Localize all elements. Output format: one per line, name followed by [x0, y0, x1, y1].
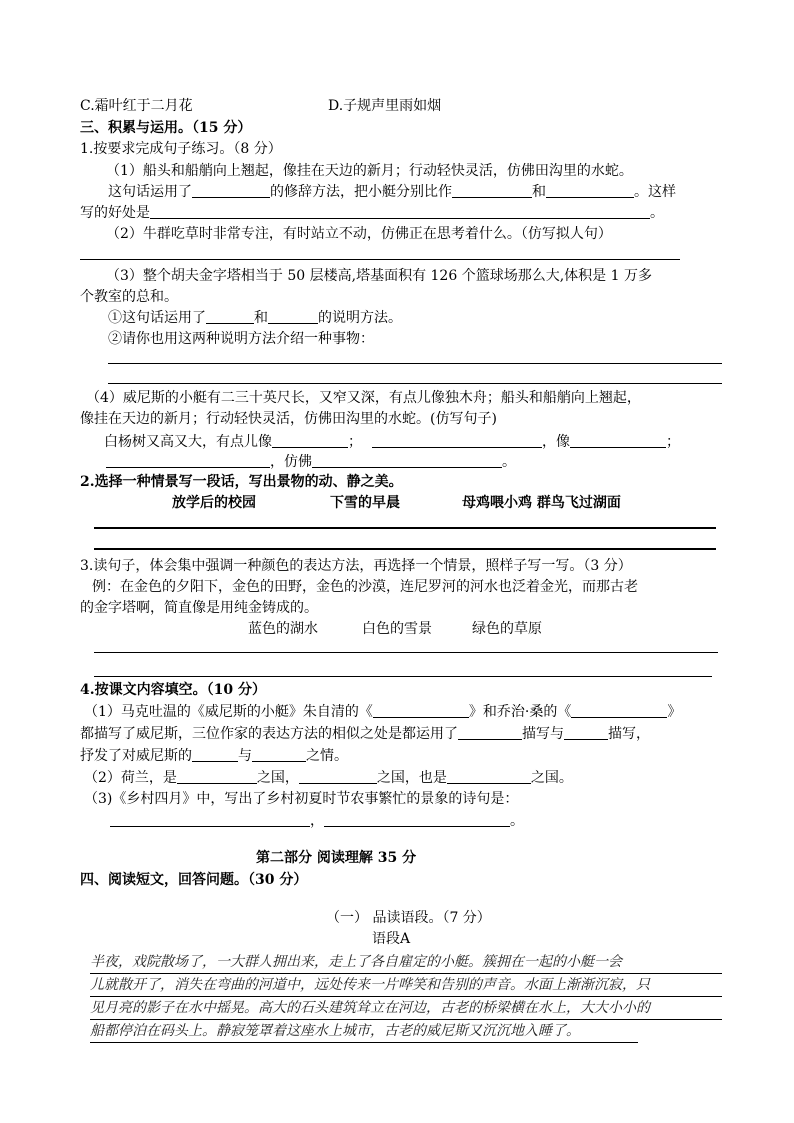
text: ，仿佛: [270, 454, 312, 470]
blank[interactable]: [447, 769, 531, 784]
answer-line[interactable]: [94, 676, 712, 677]
text: 。: [510, 813, 524, 829]
q4-2-line: [84, 768, 573, 788]
q3-example-a: 例：在金色的夕阳下，金色的田野，金色的沙漠，连尼罗河的河水也泛着金光，而那古老: [92, 579, 638, 595]
option-d: D.子规声里雨如烟: [328, 98, 442, 114]
text: 描写与: [522, 726, 564, 742]
q1-1-question: [108, 182, 676, 202]
blank-metaphor-2[interactable]: [546, 183, 634, 198]
passage-line: 船都停泊在码头上。静寂笼罩着这座水上城市，古老的威尼斯又沉沉地入睡了。: [90, 1020, 638, 1043]
text: （1）马克吐温的《威尼斯的小艇》朱自清的《: [84, 704, 373, 720]
blank-method-1[interactable]: [206, 309, 254, 324]
answer-line[interactable]: [94, 527, 716, 529]
q1-heading: 1.按要求完成句子练习。（8 分）: [80, 141, 282, 157]
text: 之国，也是: [376, 770, 447, 786]
segment-a-label: 语段A: [372, 931, 411, 947]
text: 》和乔治·桑的《: [468, 704, 572, 720]
blank-title-1[interactable]: [373, 703, 469, 718]
blank[interactable]: [458, 725, 522, 740]
answer-line[interactable]: [108, 363, 722, 364]
blank[interactable]: [324, 812, 510, 827]
text: 的说明方法。: [318, 310, 402, 326]
text: （2）荷兰，是: [84, 770, 177, 786]
blank-metaphor-1[interactable]: [452, 183, 532, 198]
text: 抒发了对威尼斯的: [80, 748, 192, 764]
answer-line[interactable]: [108, 383, 722, 384]
text: 之国。: [530, 770, 573, 786]
blank-method-2[interactable]: [268, 309, 318, 324]
text: 。: [650, 205, 664, 221]
q1-2-sentence: （2）牛群吃草时非常专注，有时站立不动，仿佛正在思考着什么。（仿写拟人句）: [106, 226, 612, 242]
passage-line: 儿就散开了，消失在弯曲的河道中，远处传来一片哗笑和告别的声音。水面上渐渐沉寂，只: [90, 974, 722, 997]
blank[interactable]: [372, 433, 542, 448]
option-c: C.霜叶红于二月花: [80, 98, 193, 114]
text: 和: [254, 310, 268, 326]
text: 这句话运用了: [108, 184, 192, 200]
blank-title-2[interactable]: [571, 703, 667, 718]
q4-3-prompt: （3)《乡村四月》中，写出了乡村初夏时节农事繁忙的景象的诗句是：: [84, 791, 519, 807]
q1-4-fill-b: [106, 452, 516, 472]
blank[interactable]: [570, 433, 666, 448]
text: 》: [667, 704, 682, 720]
blank-rhetoric[interactable]: [192, 183, 270, 198]
q1-4-sentence-b: 像挂在天边的新月；行动轻快灵活，仿佛田沟里的水蛇。(仿写句子): [80, 411, 497, 427]
section-3-heading: 三、积累与运用。（15 分）: [80, 120, 252, 136]
answer-line[interactable]: [80, 259, 680, 260]
q3-scene-1: 蓝色的湖水: [248, 621, 318, 637]
text: 写的好处是: [80, 205, 150, 221]
text: ，: [310, 813, 324, 829]
q2-heading: 2.选择一种情景写一段话，写出景物的动、静之美。: [80, 474, 403, 490]
blank[interactable]: [110, 812, 310, 827]
text: 。这样: [634, 184, 676, 200]
q4-1-line-c: [80, 746, 348, 766]
blank[interactable]: [106, 453, 270, 468]
blank[interactable]: [177, 769, 257, 784]
text: ；: [666, 434, 680, 450]
q3-scene-2: 白色的雪景: [362, 621, 432, 637]
text: 。: [502, 454, 516, 470]
text: 白杨树又高又大，有点儿像: [104, 434, 272, 450]
q2-scene-1: 放学后的校园: [172, 495, 256, 511]
subsection-1-heading: （一） 品读语段。（7 分）: [326, 910, 491, 926]
text: ，像: [542, 434, 570, 450]
blank[interactable]: [312, 453, 502, 468]
text: 与: [238, 748, 252, 764]
q1-1-sentence: （1）船头和船艄向上翘起，像挂在天边的新月；行动轻快灵活，仿佛田沟里的水蛇。: [106, 163, 633, 179]
passage-a: [90, 951, 722, 1043]
part-2-heading: 第二部分 阅读理解 35 分: [256, 850, 417, 866]
blank[interactable]: [564, 725, 608, 740]
q2-scene-3: 母鸡喂小鸡 群鸟飞过湖面: [462, 495, 621, 511]
q1-3-sentence-a: （3）整个胡夫金字塔相当于 50 层楼高,塔基面积有 126 个篮球场那么大,体积是 1 万多: [106, 268, 652, 284]
q3-heading: 3.读句子，体会集中强调一种颜色的表达方法，再选择一个情景，照样子写一写。（3 分）: [80, 558, 632, 574]
text: 都描写了威尼斯，三位作家的表达方法的相似之处是都运用了: [80, 726, 458, 742]
q1-1-benefit: [80, 203, 664, 223]
answer-line[interactable]: [94, 548, 716, 550]
blank[interactable]: [192, 747, 238, 762]
passage-line: 半夜，戏院散场了，一大群人拥出来，走上了各自雇定的小艇。簇拥在一起的小艇一会: [90, 951, 722, 974]
q1-3-prompt: ②请你也用这两种说明方法介绍一种事物：: [108, 331, 374, 347]
q4-3-answer: [110, 811, 524, 831]
q2-scene-2: 下雪的早晨: [330, 495, 400, 511]
text: 之情。: [306, 748, 348, 764]
q1-4-fill-a: [104, 432, 680, 452]
blank[interactable]: [272, 433, 348, 448]
q4-1-line-b: [80, 724, 650, 744]
text: 描写，: [608, 726, 650, 742]
text: 的修辞方法，把小艇分别比作: [270, 184, 452, 200]
text: 和: [532, 184, 546, 200]
q3-example-b: 的金字塔啊，简直像是用纯金铸成的。: [80, 600, 318, 616]
q1-4-sentence-a: （4）威尼斯的小艇有二三十英尺长，又窄又深，有点儿像独木舟；船头和船艄向上翘起，: [86, 390, 641, 406]
answer-line[interactable]: [94, 652, 718, 653]
q4-1-line-a: [84, 702, 681, 722]
passage-line: 见月亮的影子在水中摇晃。高大的石头建筑耸立在河边，古老的桥梁横在水上，大大小小的: [90, 997, 722, 1020]
blank[interactable]: [299, 769, 377, 784]
q1-3-sentence-b: 个教室的总和。: [80, 289, 178, 305]
blank[interactable]: [252, 747, 306, 762]
q3-scene-3: 绿色的草原: [472, 621, 542, 637]
text: ①这句话运用了: [108, 310, 206, 326]
q4-heading: 4.按课文内容填空。（10 分）: [80, 682, 266, 698]
blank-benefit[interactable]: [150, 204, 650, 219]
text: 之国，: [256, 770, 299, 786]
text: ；: [348, 434, 362, 450]
q1-3-method: [108, 308, 402, 328]
section-4-heading: 四、阅读短文，回答问题。（30 分）: [80, 872, 308, 888]
